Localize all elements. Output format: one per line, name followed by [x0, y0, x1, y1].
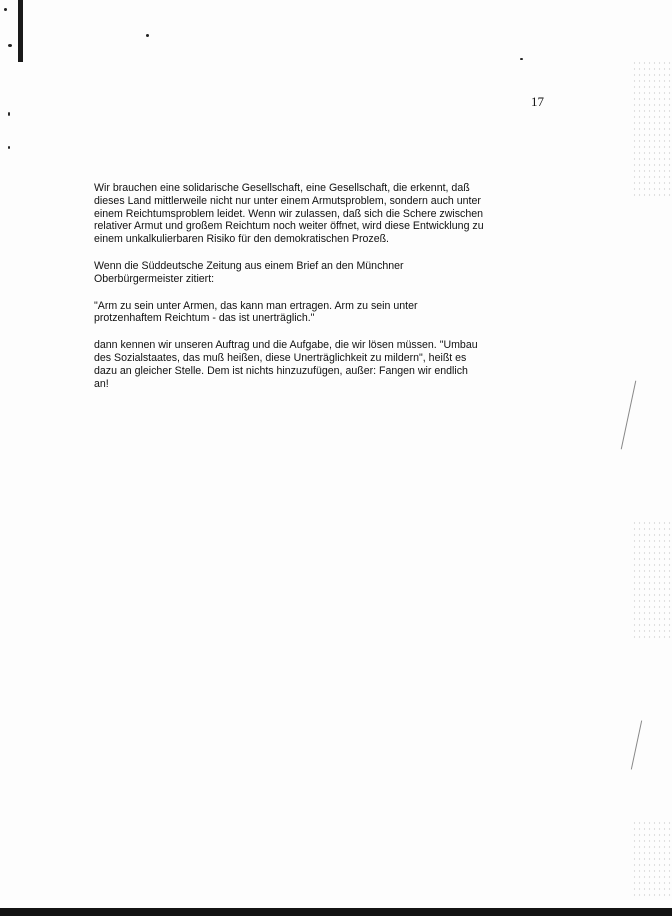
paragraph: dann kennen wir unseren Auftrag und die Aufgabe, die wir lösen müssen. "Umbau des Sozialstaates, das muß heißen, diese Unerträglichkeit zu mildern", heißt es dazu an gleicher Stelle. Dem ist nichts hinzuzufügen, außer: Fangen wir endlich an! — [94, 339, 478, 390]
scan-speck — [8, 112, 10, 116]
paragraph: Wir brauchen eine solidarische Gesellschaft, eine Gesellschaft, die erkennt, daß dieses Land mittlerweile nicht nur unter einem Armutsproblem, sondern auch unter einem Reichtumsproblem leidet. Wenn wir zulassen, daß sich die Schere zwischen relativer Armut und großem Reichtum noch weiter öffnet, wird diese Entwicklung zu einem unkalkulierbaren Risiko für den demokratischen Prozeß. — [94, 182, 484, 246]
scan-noise — [632, 520, 672, 640]
scan-speck — [8, 146, 10, 149]
body-text — [94, 182, 514, 404]
quote-paragraph: "Arm zu sein unter Armen, das kann man ertragen. Arm zu sein unter protzenhaftem Reichtum - das ist unerträglich." — [94, 299, 418, 325]
scan-speck — [8, 44, 12, 47]
scan-binding-mark — [18, 0, 23, 62]
scan-speck — [146, 34, 149, 37]
scan-speck — [4, 8, 7, 11]
scan-scratch — [631, 720, 642, 769]
scan-bottom-edge — [0, 908, 672, 916]
scan-scratch — [621, 381, 637, 450]
scan-speck — [520, 58, 523, 60]
scan-noise — [632, 60, 672, 200]
scan-noise — [632, 820, 672, 900]
page-number: 17 — [531, 94, 544, 109]
paragraph: Wenn die Süddeutsche Zeitung aus einem Brief an den Münchner Oberbürgermeister zitiert: — [94, 259, 404, 285]
